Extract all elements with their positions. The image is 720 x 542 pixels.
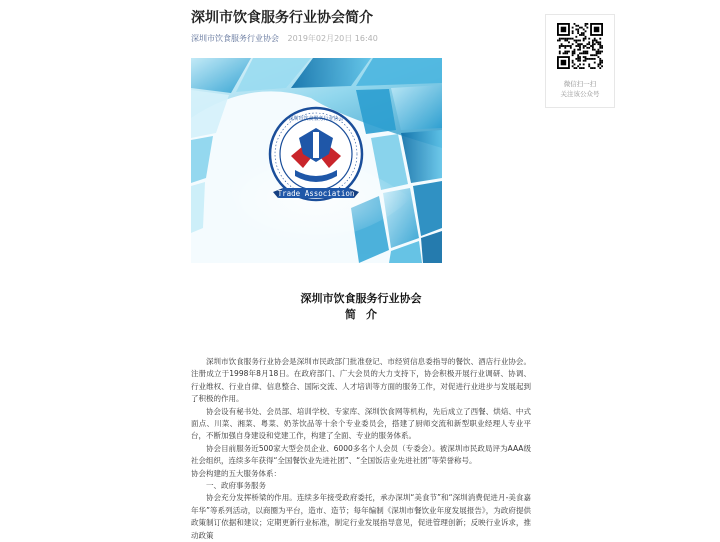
article-body [191, 356, 531, 542]
paragraph: 协会目前服务近500家大型会员企业、6000多名个人会员（专委会）。被深圳市民政局评为AAA级社会组织，连续多年获得“全国餐饮业先进社团”、“全国饭店业先进社团”等荣誉称号。 [191, 443, 531, 466]
qr-caption-scan: 微信扫一扫 [563, 80, 597, 88]
cover-image [191, 58, 442, 263]
paragraph: 协会设有秘书处、会员部、培训学校、专家库、深圳饮食网等机构，先后成立了西餐、烘焙、中式面点、川菜、湘菜、粤菜、奶茶饮品等十余个专业委员会，搭建了厨师交流和新型职业经理人专业平台，不断加强自身建设和党建工作，构建了全面、专业的服务体系。 [191, 406, 531, 441]
section-subheading: 简介 [345, 308, 387, 321]
section-heading: 深圳市饮食服务行业协会 [300, 292, 422, 305]
qr-code-image[interactable] [557, 23, 603, 69]
qr-code-panel [545, 14, 615, 108]
article [191, 8, 531, 540]
article-title: 深圳市饮食服务行业协会简介 [191, 10, 373, 26]
paragraph: 一、政府事务服务 [206, 481, 266, 491]
article-meta [191, 33, 531, 45]
logo-banner-text: Trade Association [277, 189, 355, 198]
account-name-link[interactable]: 深圳市饮食服务行业协会 [191, 34, 279, 43]
association-logo [270, 108, 362, 200]
paragraph: 协会构建的五大服务体系： [191, 468, 281, 478]
publish-date: 2019年02月20日 16:40 [287, 34, 378, 43]
paragraph: 深圳市饮食服务行业协会是深圳市民政部门批准登记、市经贸信息委指导的餐饮、酒店行业协会。注册成立于1998年8月18日。在政府部门、广大会员的大力支持下，协会积极开展行业调研、协调、行业维权、行业自律、信息整合、国际交流、人才培训等方面的服务工作，对促进行业进步与发展起到了积极的作用。 [191, 357, 531, 404]
cover-graphic [191, 58, 442, 263]
paragraph: 协会充分发挥桥梁的作用。连续多年接受政府委托，承办深圳“美食节”和“深圳消费促进月-美食嘉年华”等系列活动，以商圈为平台，造市、造节；每年编制《深圳市餐饮业年度发展报告》，为政府提供政策制订依据和建议；定期更新行业标准，制定行业发展指导意见，促进管理创新；反映行业诉求，推动政策 [191, 493, 531, 540]
qr-caption-follow: 关注该公众号 [560, 90, 600, 98]
logo-ring-text: 深圳市饮食服务行业协会 [288, 116, 344, 122]
